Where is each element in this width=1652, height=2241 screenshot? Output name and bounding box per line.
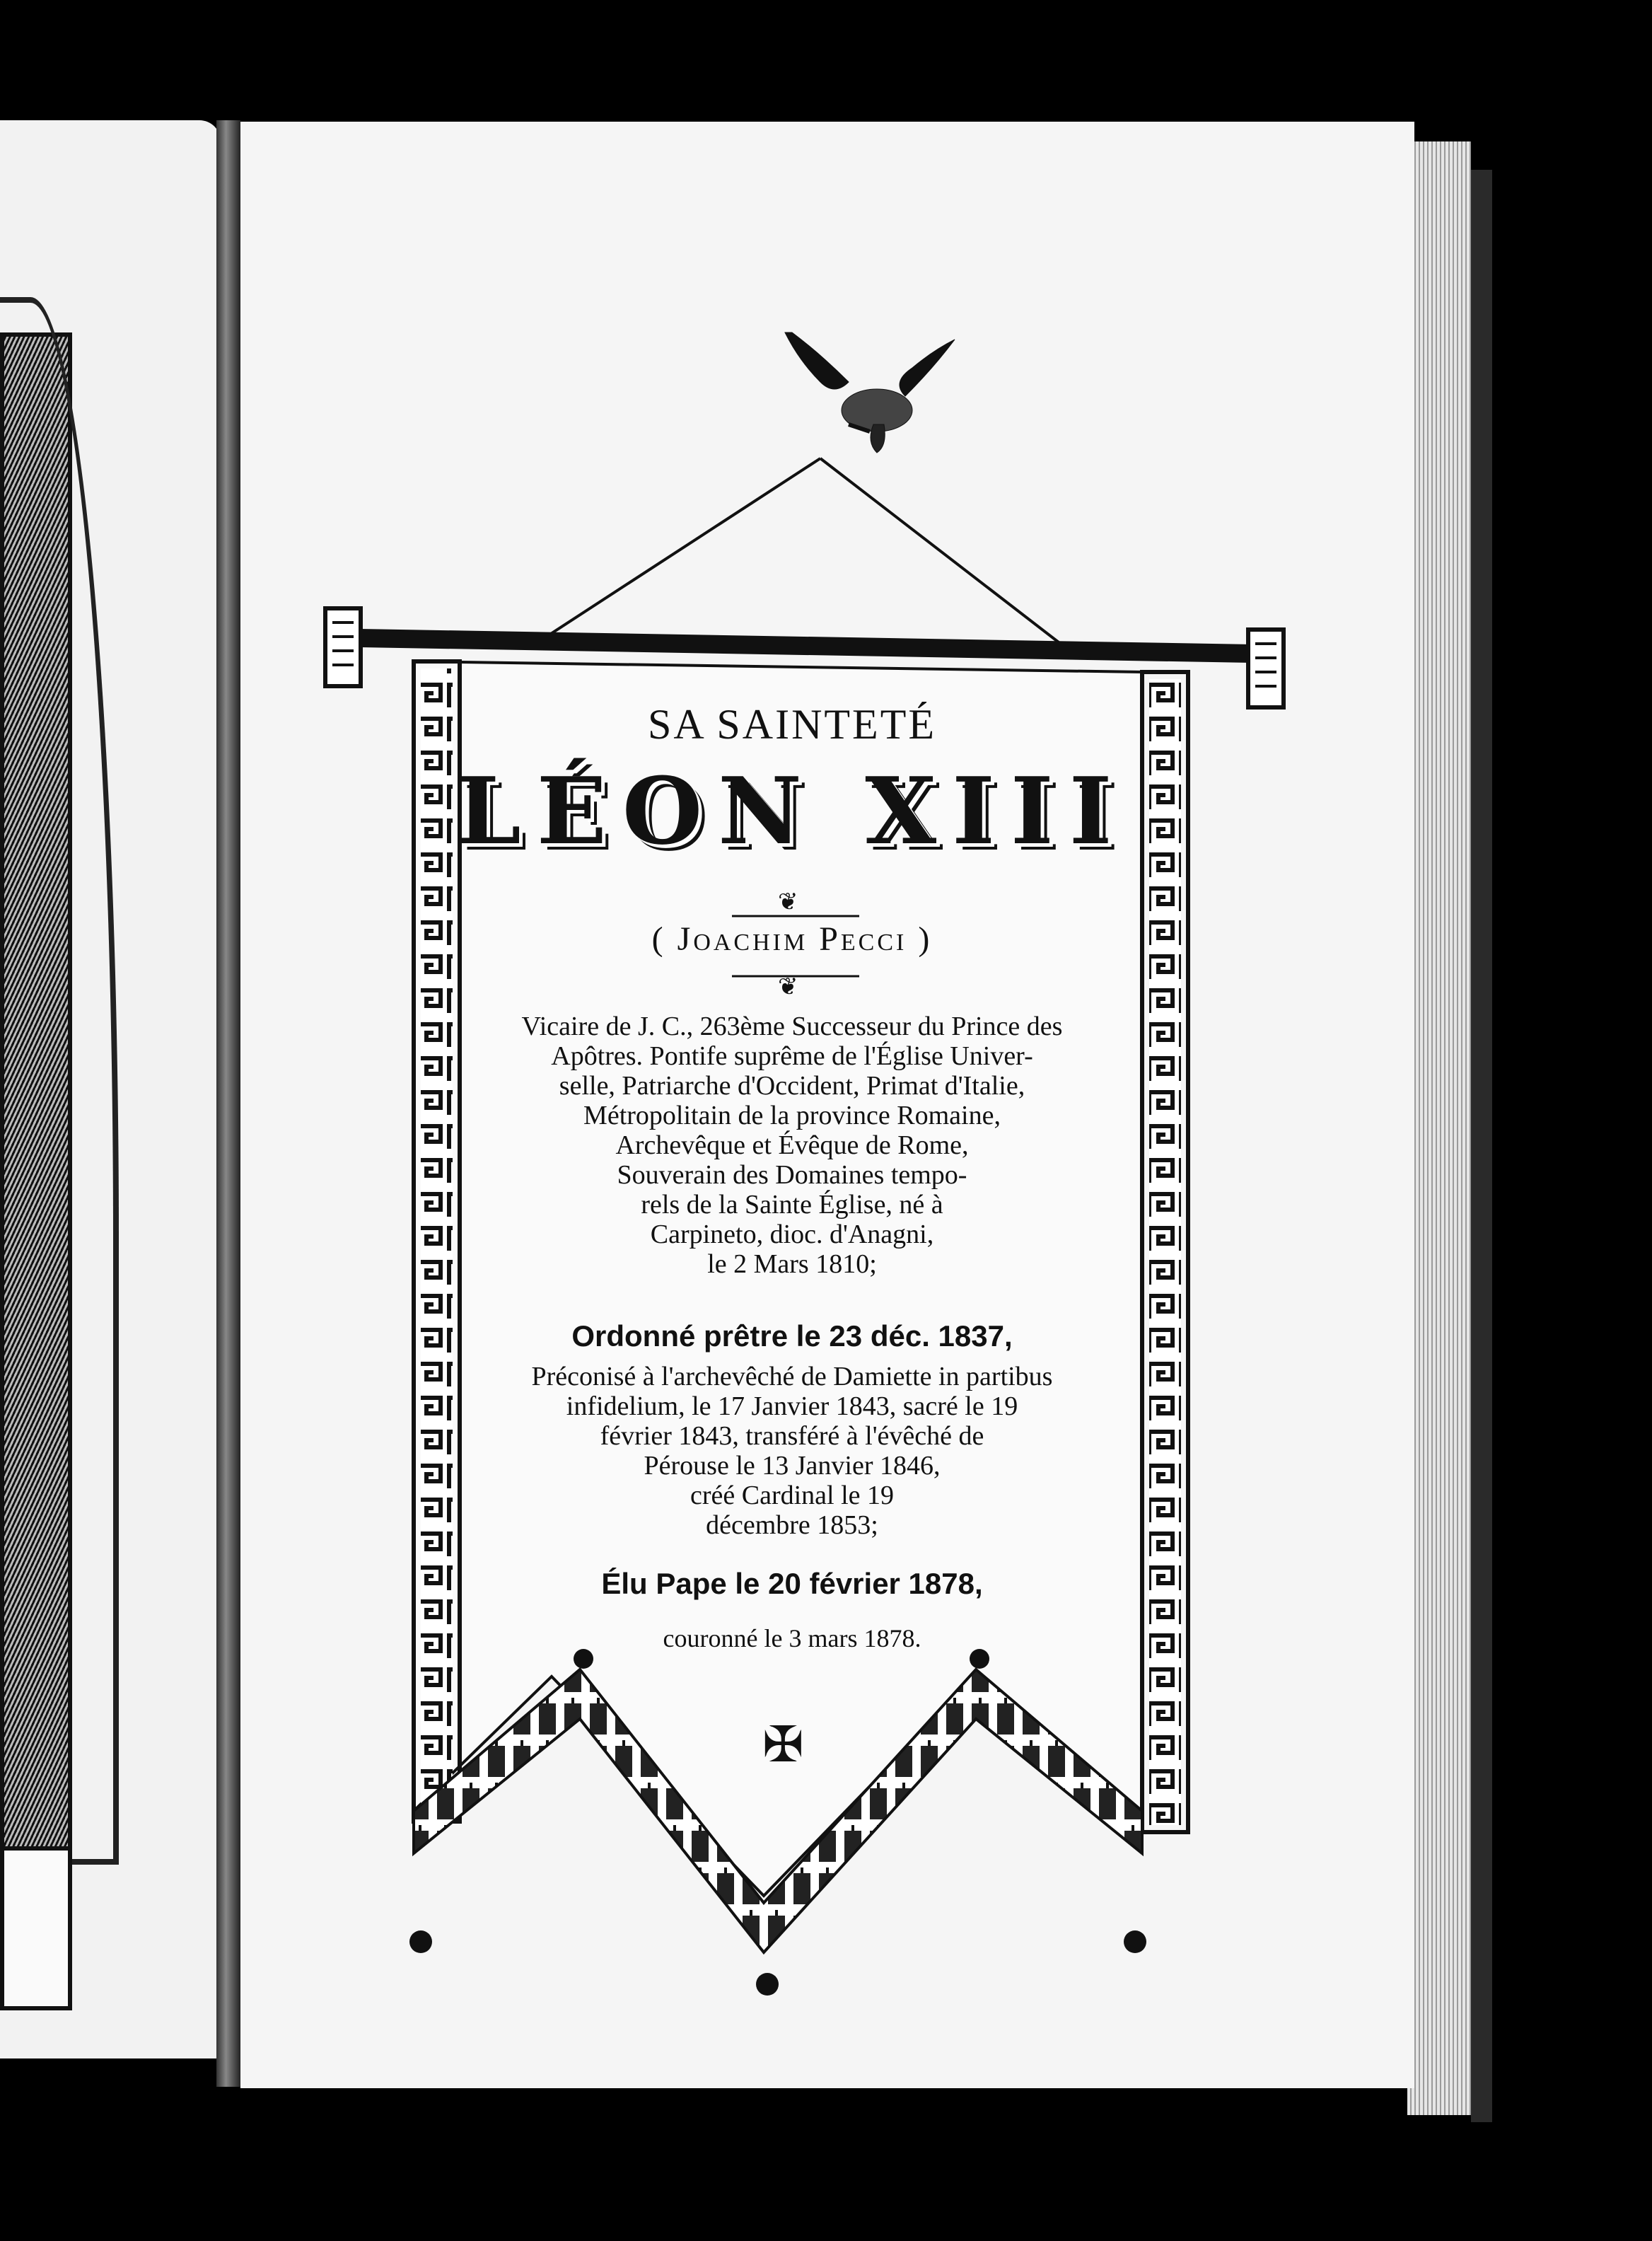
fleuron-ornament-bottom: ❦	[778, 974, 798, 1000]
title-his-holiness: SA SAINTETÉ	[648, 701, 936, 748]
subtitle-joachim-pecci: ( Joachim Pecci )	[651, 920, 933, 958]
heading-election: Élu Pape le 20 février 1878,	[601, 1567, 983, 1600]
paragraph-line: Archevêque et Évêque de Rome,	[615, 1130, 969, 1160]
paragraph-career	[453, 1362, 1132, 1540]
paragraph-line: Souverain des Domaines tempo-	[617, 1160, 967, 1190]
crowned-date: couronné le 3 mars 1878.	[663, 1624, 921, 1652]
heading-ordination: Ordonné prêtre le 23 déc. 1837,	[571, 1319, 1013, 1353]
dove-icon	[785, 332, 955, 453]
paragraph-line: créé Cardinal le 19	[690, 1481, 895, 1510]
paragraph-line: Pérouse le 13 Janvier 1846,	[644, 1451, 941, 1481]
paragraph-line: décembre 1853;	[706, 1510, 878, 1540]
paragraph-line: infidelium, le 17 Janvier 1843, sacré le 19	[566, 1391, 1018, 1421]
right-border-pattern	[1142, 672, 1188, 1832]
paragraph-line: Vicaire de J. C., 263ème Successeur du Prince des	[521, 1012, 1063, 1041]
paragraph-line: selle, Patriarche d'Occident, Primat d'Italie,	[559, 1071, 1025, 1101]
paragraph-titles	[453, 1012, 1132, 1279]
paragraph-line: Préconisé à l'archevêché de Damiette in partibus	[531, 1362, 1053, 1391]
paragraph-line: le 2 Mars 1810;	[707, 1249, 877, 1279]
paragraph-line: rels de la Sainte Église, né à	[641, 1190, 943, 1220]
paragraph-line: Apôtres. Pontife suprême de l'Église Univer-	[551, 1041, 1033, 1071]
hanging-string-right	[820, 458, 1068, 649]
hanging-string-left	[541, 458, 820, 640]
paragraph-line: février 1843, transféré à l'évêché de	[600, 1421, 984, 1451]
fleuron-ornament-top: ❦	[778, 889, 798, 915]
paragraph-line: Métropolitain de la province Romaine,	[583, 1101, 1001, 1130]
title-leon-xiii: LÉON XIII	[456, 757, 1128, 865]
cross-icon: ✠	[762, 1718, 804, 1773]
paragraph-line: Carpineto, dioc. d'Anagni,	[650, 1220, 934, 1249]
